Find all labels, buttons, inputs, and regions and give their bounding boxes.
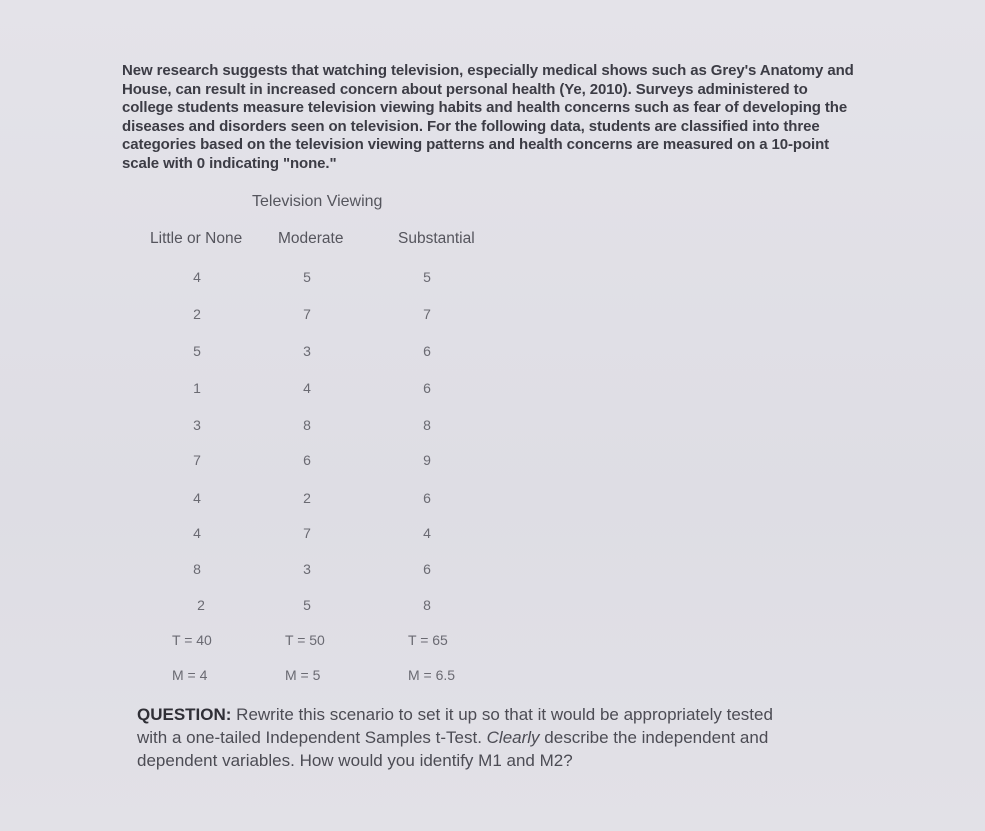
question-text: Rewrite this scenario to set it up so that it would be appropriately tested: [231, 705, 773, 724]
question-line: dependent variables. How would you identify M1 and M2?: [137, 751, 573, 770]
intro-line: House, can result in increased concern about personal health (Ye, 2010). Surveys administered to: [122, 80, 808, 98]
table-cell: 7: [193, 452, 201, 468]
table-cell: 1: [193, 380, 201, 396]
mean-moderate: M = 5: [285, 667, 321, 683]
mean-substantial: M = 6.5: [408, 667, 456, 683]
table-cell: 4: [193, 490, 201, 506]
table-cell: 8: [193, 561, 201, 577]
table-cell: 6: [423, 380, 431, 396]
table-cell: 2: [197, 597, 205, 613]
table-cell: 3: [303, 561, 311, 577]
intro-line: college students measure television viewing habits and health concerns such as fear of developing the: [122, 99, 848, 116]
total-substantial: T = 65: [408, 632, 448, 648]
intro-line: New research suggests that watching television, especially medical shows such as Grey's Anatomy and: [122, 62, 854, 79]
intro-paragraph: [122, 62, 892, 173]
total-moderate: T = 50: [285, 632, 325, 648]
table-cell: 4: [303, 380, 311, 396]
table-cell: 3: [193, 417, 201, 433]
table-cell: 7: [423, 306, 431, 322]
table-cell: 4: [423, 525, 431, 541]
table-cell: 6: [423, 343, 431, 359]
question-text: describe the independent and: [539, 728, 769, 747]
question-line: [137, 726, 897, 749]
table-cell: 4: [193, 269, 201, 285]
table-cell: 6: [423, 490, 431, 506]
table-cell: 6: [303, 452, 311, 468]
intro-line: scale with 0 indicating "none.": [122, 154, 337, 172]
column-header-substantial: Substantial: [398, 230, 475, 247]
table-cell: 6: [423, 561, 431, 577]
question-block: [137, 703, 897, 772]
table-cell: 5: [193, 343, 201, 359]
table-cell: 5: [423, 269, 431, 285]
column-header-moderate: Moderate: [278, 230, 344, 247]
table-cell: 5: [303, 597, 311, 613]
intro-line: diseases and disorders seen on television. For the following data, students are classified into three: [122, 117, 820, 135]
table-cell: 9: [423, 452, 431, 468]
table-cell: 5: [303, 269, 311, 285]
table-cell: 4: [193, 525, 201, 541]
table-cell: 2: [303, 490, 311, 506]
question-line: [137, 703, 897, 726]
question-label: QUESTION:: [137, 705, 232, 724]
question-text: with a one-tailed Independent Samples t-Test.: [137, 728, 487, 747]
question-emphasis: Clearly: [486, 728, 540, 747]
column-header-little-or-none: Little or None: [150, 230, 243, 247]
table-cell: 8: [423, 417, 431, 433]
table-cell: 7: [303, 306, 311, 322]
mean-little-or-none: M = 4: [172, 667, 208, 683]
table-cell: 2: [193, 306, 201, 322]
table-cell: 8: [303, 417, 311, 433]
table-cell: 7: [303, 525, 311, 541]
intro-line: categories based on the television viewing patterns and health concerns are measured on a 10-point: [122, 136, 830, 153]
table-cell: 8: [423, 597, 431, 613]
total-little-or-none: T = 40: [172, 632, 212, 648]
table-heading: Television Viewing: [252, 193, 383, 210]
table-cell: 3: [303, 343, 311, 359]
